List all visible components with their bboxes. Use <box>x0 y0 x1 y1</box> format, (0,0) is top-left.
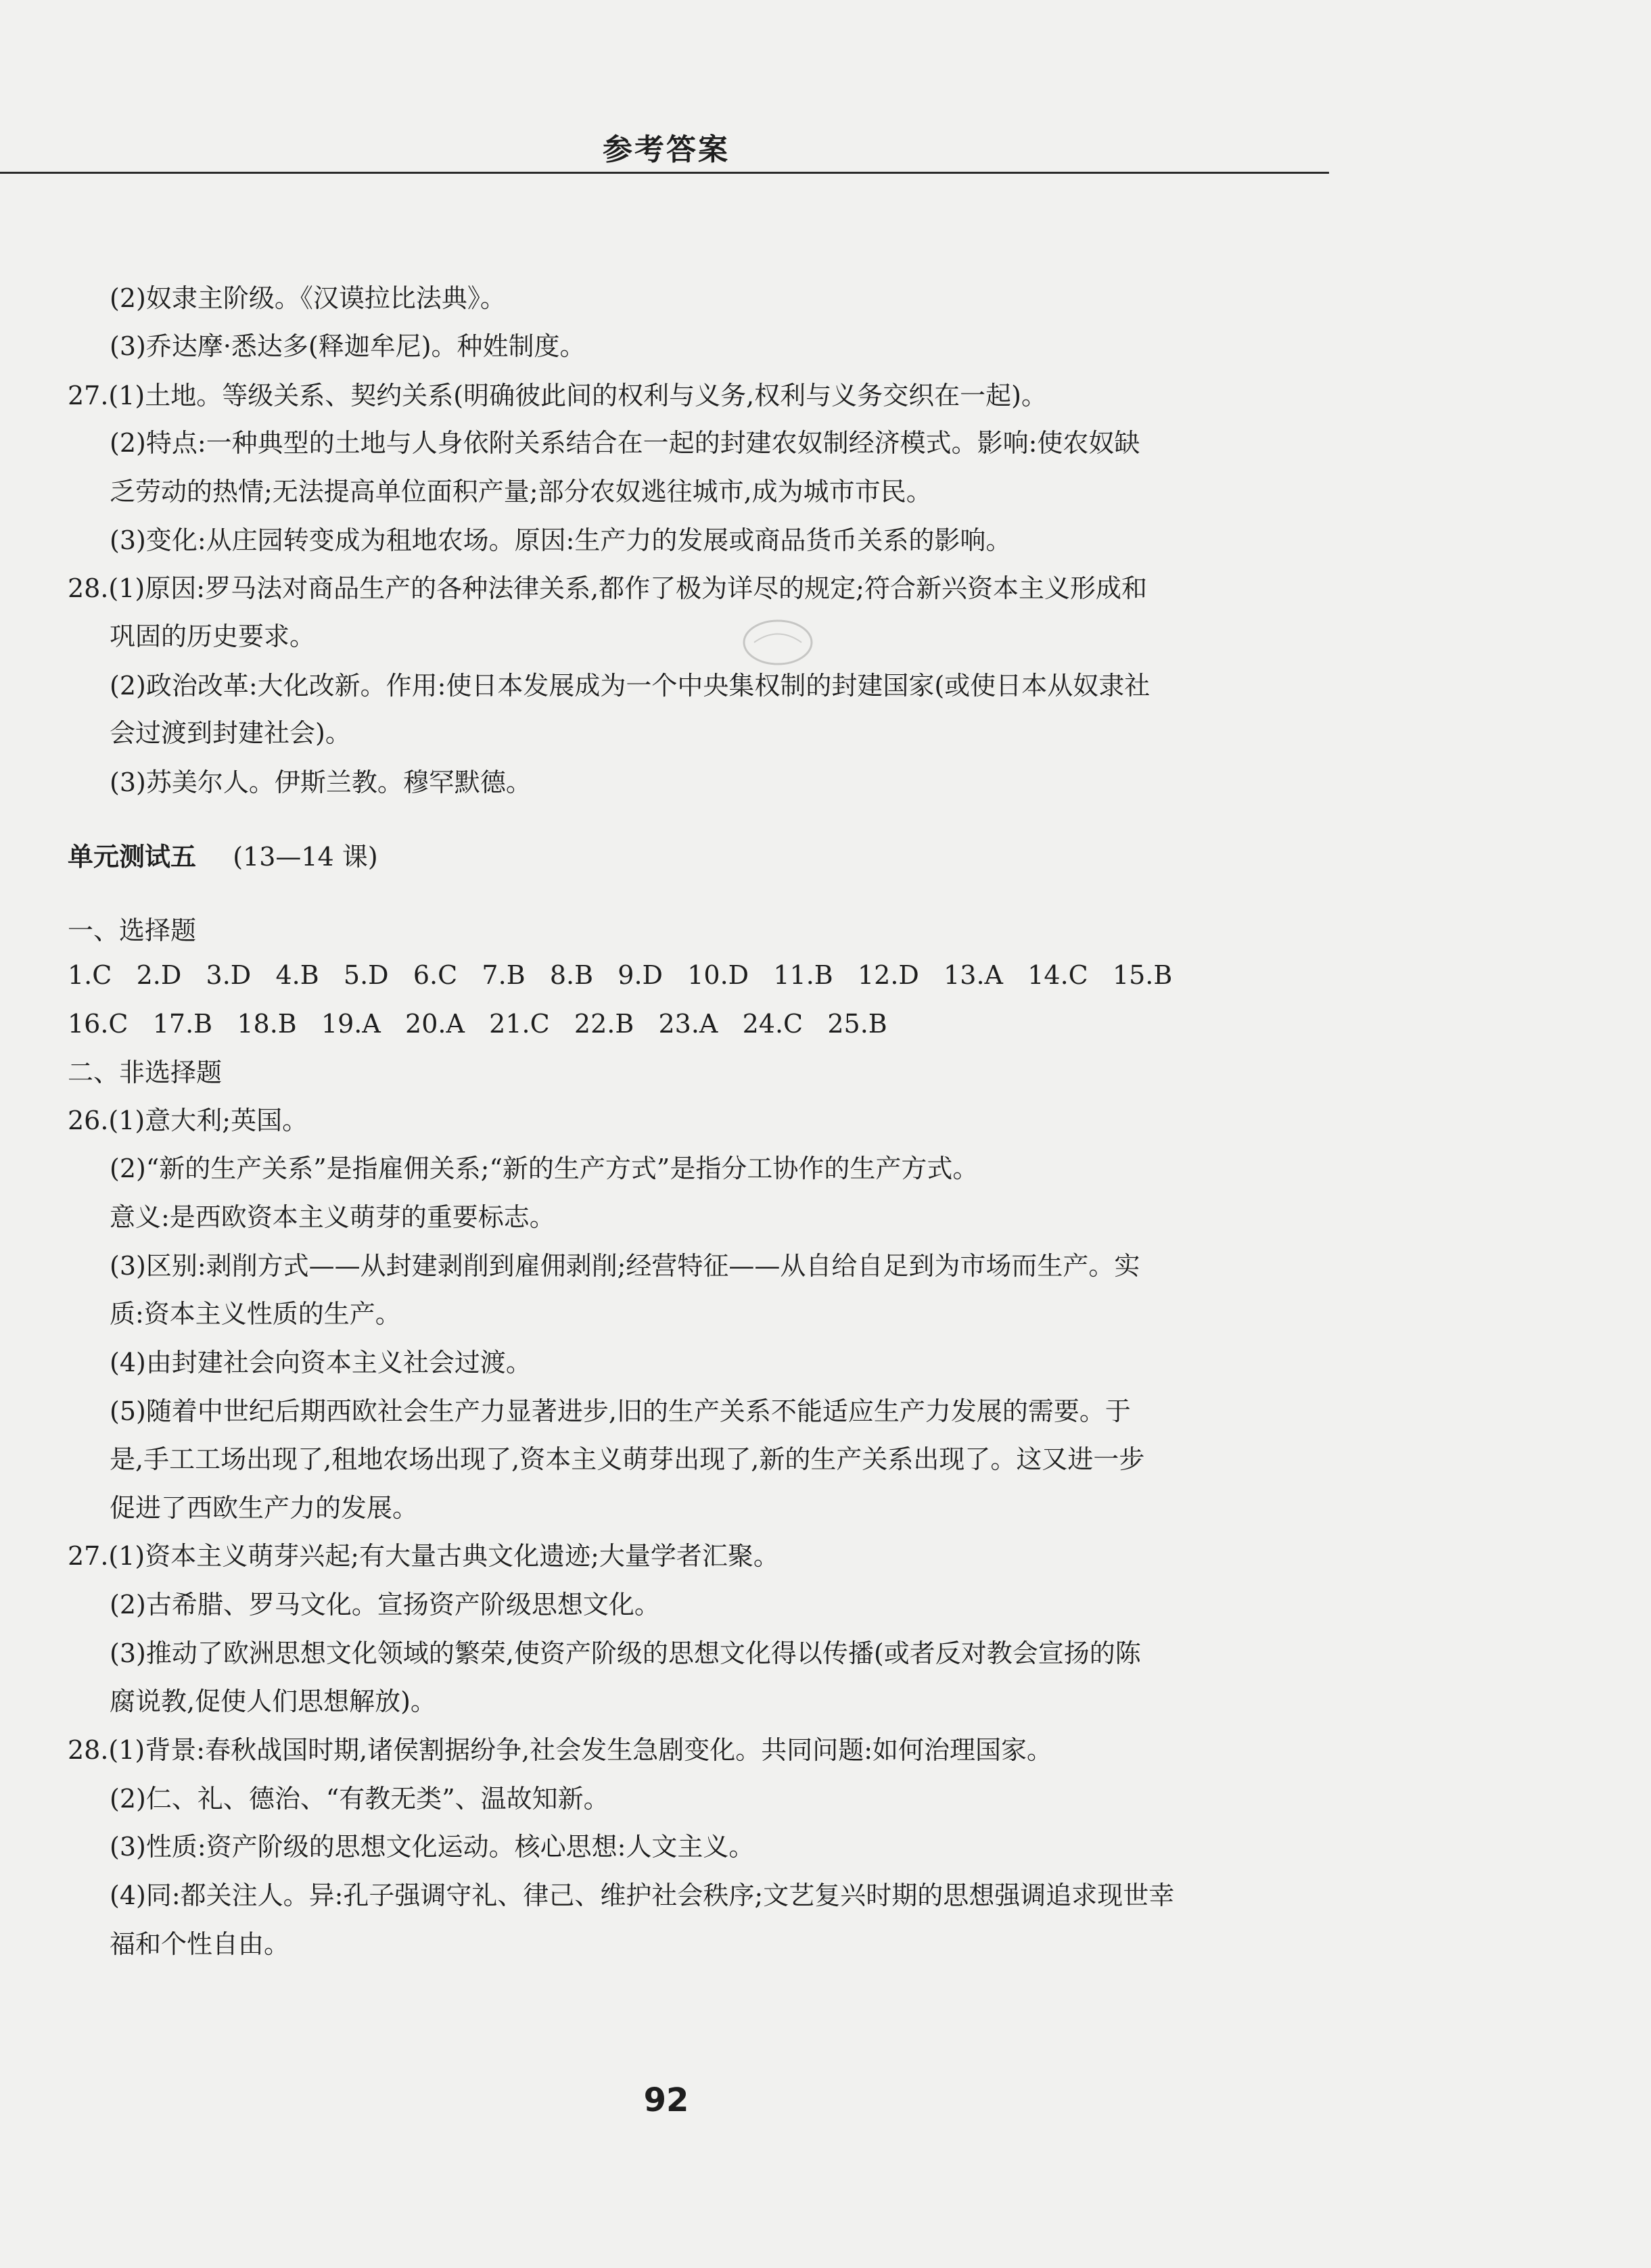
section-title-line <box>68 841 378 873</box>
answer-line: 26.(1)意大利;英国。 <box>68 1106 308 1135</box>
answer-line: 27.(1)资本主义萌芽兴起;有大量古典文化遗迹;大量学者汇聚。 <box>68 1541 779 1571</box>
answer-line: 28.(1)背景:春秋战国时期,诸侯割据纷争,社会发生急剧变化。共同问题:如何治理国家。 <box>68 1735 1053 1765</box>
answer-line: 质:资本主义性质的生产。 <box>110 1299 401 1329</box>
header-divider <box>0 172 1329 174</box>
answer-line: (5)随着中世纪后期西欧社会生产力显著进步,旧的生产关系不能适应生产力发展的需要。于 <box>110 1396 1131 1426</box>
choice-answers-row-1: 1.C 2.D 3.D 4.B 5.D 6.C 7.B 8.B 9.D 10.D 11.B 12.D 13.A 14.C 15.B <box>68 960 1173 990</box>
answer-line: (2)政治改革:大化改新。作用:使日本发展成为一个中央集权制的封建国家(或使日本从奴隶社 <box>110 671 1150 701</box>
answer-line: 巩固的历史要求。 <box>110 621 316 651</box>
answer-line: (3)乔达摩·悉达多(释迦牟尼)。种姓制度。 <box>110 331 586 361</box>
page-number: 92 <box>643 2081 689 2119</box>
answer-line: 27.(1)土地。等级关系、契约关系(明确彼此间的权利与义务,权利与义务交织在一起)。 <box>68 381 1047 410</box>
answer-line: (3)苏美尔人。伊斯兰教。穆罕默德。 <box>110 767 532 797</box>
answer-line: (2)奴隶主阶级。《汉谟拉比法典》。 <box>110 283 506 313</box>
section-range: (13—14 课) <box>233 842 378 872</box>
answer-line: (3)推动了欧洲思想文化领域的繁荣,使资产阶级的思想文化得以传播(或者反对教会宣扬的陈 <box>110 1638 1141 1668</box>
answer-line: (2)仁、礼、德治、“有教无类”、温故知新。 <box>110 1784 609 1814</box>
answer-line: (3)性质:资产阶级的思想文化运动。核心思想:人文主义。 <box>110 1832 755 1862</box>
answer-line: (2)特点:一种典型的土地与人身依附关系结合在一起的封建农奴制经济模式。影响:使农奴缺 <box>110 428 1140 458</box>
answer-line: (4)同:都关注人。异:孔子强调守礼、律己、维护社会秩序;文艺复兴时期的思想强调追求现世幸 <box>110 1881 1175 1910</box>
answer-line: (2)“新的生产关系”是指雇佣关系;“新的生产方式”是指分工协作的生产方式。 <box>110 1154 979 1183</box>
choice-heading: 一、选择题 <box>68 916 197 945</box>
answer-line: 乏劳动的热情;无法提高单位面积产量;部分农奴逃往城市,成为城市市民。 <box>110 477 932 506</box>
answer-line: 促进了西欧生产力的发展。 <box>110 1493 419 1523</box>
answer-line: (2)古希腊、罗马文化。宣扬资产阶级思想文化。 <box>110 1590 660 1620</box>
answer-line: 意义:是西欧资本主义萌芽的重要标志。 <box>110 1202 555 1232</box>
nonchoice-heading: 二、非选择题 <box>68 1058 223 1087</box>
page-header-title: 参考答案 <box>603 133 730 167</box>
answer-line: 28.(1)原因:罗马法对商品生产的各种法律关系,都作了极为详尽的规定;符合新兴资本主义形成和 <box>68 573 1147 603</box>
answer-line: (3)区别:剥削方式——从封建剥削到雇佣剥削;经营特征——从自给自足到为市场而生产。实 <box>110 1251 1140 1281</box>
answer-line: (4)由封建社会向资本主义社会过渡。 <box>110 1348 532 1377</box>
answer-line: 是,手工工场出现了,租地农场出现了,资本主义萌芽出现了,新的生产关系出现了。这又进一步 <box>110 1444 1145 1474</box>
answer-line: (3)变化:从庄园转变成为租地农场。原因:生产力的发展或商品货币关系的影响。 <box>110 525 1012 555</box>
faint-stamp-mark <box>737 612 818 673</box>
answer-line: 会过渡到封建社会)。 <box>110 718 351 748</box>
answer-line: 福和个性自由。 <box>110 1929 290 1959</box>
answer-line: 腐说教,促使人们思想解放)。 <box>110 1686 436 1716</box>
choice-answers-row-2: 16.C 17.B 18.B 19.A 20.A 21.C 22.B 23.A 24.C 25.B <box>68 1009 887 1039</box>
section-title: 单元测试五 <box>68 842 197 872</box>
